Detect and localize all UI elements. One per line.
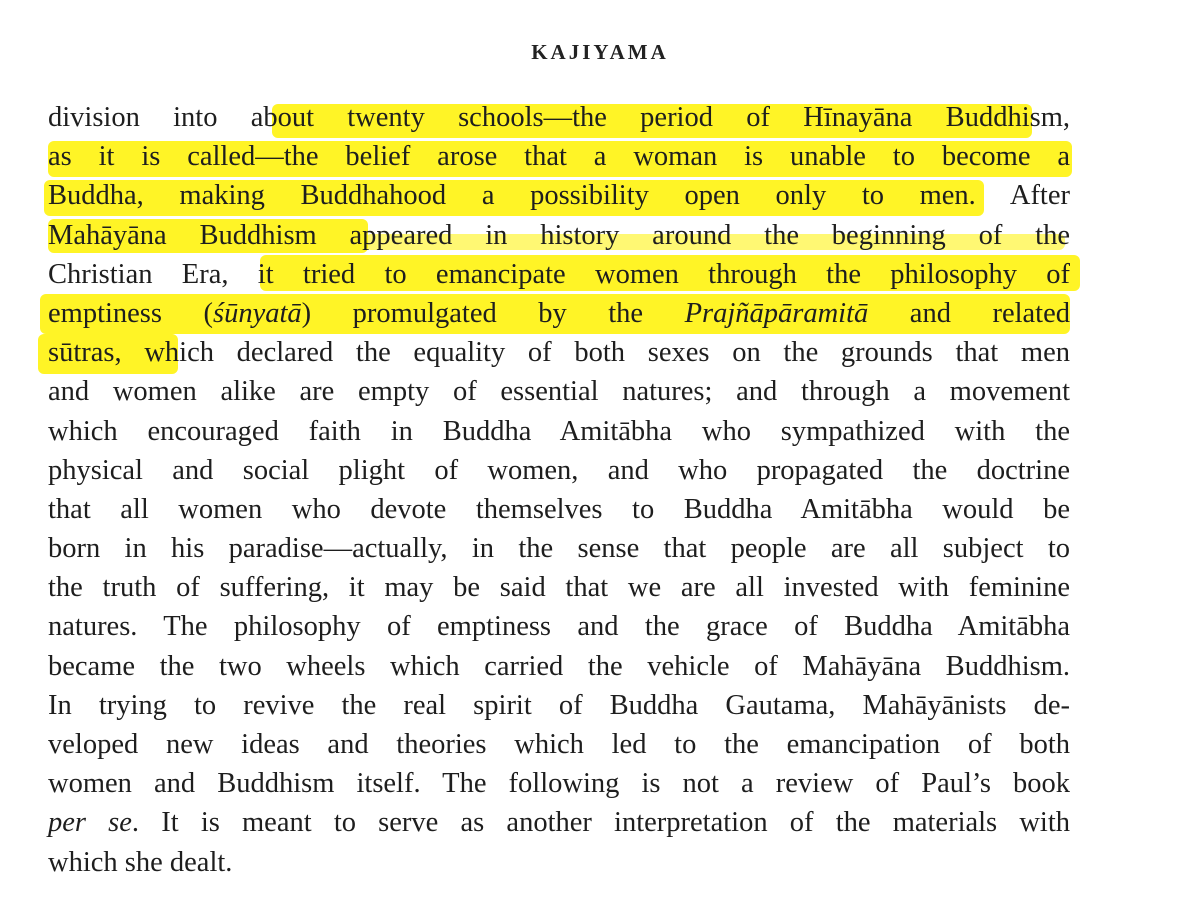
text-line [48, 647, 1070, 686]
text-segment: as it is called—the belief arose that a woman is unable to become a [48, 141, 1070, 173]
italic-term: per se [48, 807, 132, 839]
text-segment: . It is meant to serve as another interpretation of the materials with [131, 807, 1070, 839]
text-line [48, 294, 1070, 333]
text-segment: physical and social plight of women, and who propagated the doctrine [48, 454, 1070, 486]
italic-term: śūnyatā [213, 297, 302, 329]
text-line [48, 412, 1070, 451]
text-line [48, 372, 1070, 411]
text-segment: became the two wheels which carried the vehicle of Mahāyāna Buddhism. [48, 650, 1070, 682]
text-line [48, 451, 1070, 490]
text-segment: which she dealt. [48, 846, 233, 878]
text-segment: which encouraged faith in Buddha Amitābha who sympathized with the [48, 415, 1070, 447]
text-segment: veloped new ideas and theories which led to the emancipation of both [48, 729, 1070, 760]
text-line [48, 686, 1070, 725]
text-line [48, 803, 1070, 842]
text-line [48, 176, 1070, 215]
body-paragraph [48, 98, 1070, 882]
text-line [48, 764, 1070, 803]
text-line [48, 529, 1070, 568]
text-line [48, 490, 1070, 529]
text-segment: sūtras, which declared the equality of both sexes on the grounds that men [48, 337, 1070, 369]
text-line [48, 725, 1070, 764]
italic-term: Prajñāpāramitā [684, 297, 869, 329]
text-segment: Mahāyāna Buddhism appeared in history around the beginning of the [48, 219, 1070, 251]
running-head: KAJIYAMA [531, 40, 669, 64]
text-segment: and women alike are empty of essential natures; and through a movement [48, 376, 1070, 408]
text-line [48, 843, 1070, 882]
text-segment: emptiness ( [48, 297, 213, 329]
text-line [48, 333, 1070, 372]
text-segment: that all women who devote themselves to Buddha Amitābha would be [48, 493, 1070, 525]
text-segment: Buddha, making Buddhahood a possibility open only to men. After [48, 180, 1070, 212]
text-line [48, 137, 1070, 176]
text-line [48, 216, 1070, 255]
text-segment: women and Buddhism itself. The following is not a review of Paul’s book [48, 768, 1070, 800]
text-segment: ) promulgated by the [301, 297, 685, 329]
text-segment: born in his paradise—actually, in the sense that people are all subject to [48, 533, 1070, 565]
text-segment: natures. The philosophy of emptiness and the grace of Buddha Amitābha [48, 611, 1070, 643]
text-line [48, 255, 1070, 294]
text-line [48, 568, 1070, 607]
text-segment: Christian Era, it tried to emancipate women through the philosophy of [48, 258, 1070, 290]
text-line [48, 98, 1070, 137]
text-segment: In trying to revive the real spirit of Buddha Gautama, Mahāyānists de- [48, 689, 1070, 721]
text-segment: and related [868, 297, 1070, 329]
text-segment: division into about twenty schools—the period of Hīnayāna Buddhism, [48, 102, 1070, 133]
text-segment: the truth of suffering, it may be said that we are all invested with feminine [48, 572, 1070, 604]
text-line [48, 607, 1070, 646]
